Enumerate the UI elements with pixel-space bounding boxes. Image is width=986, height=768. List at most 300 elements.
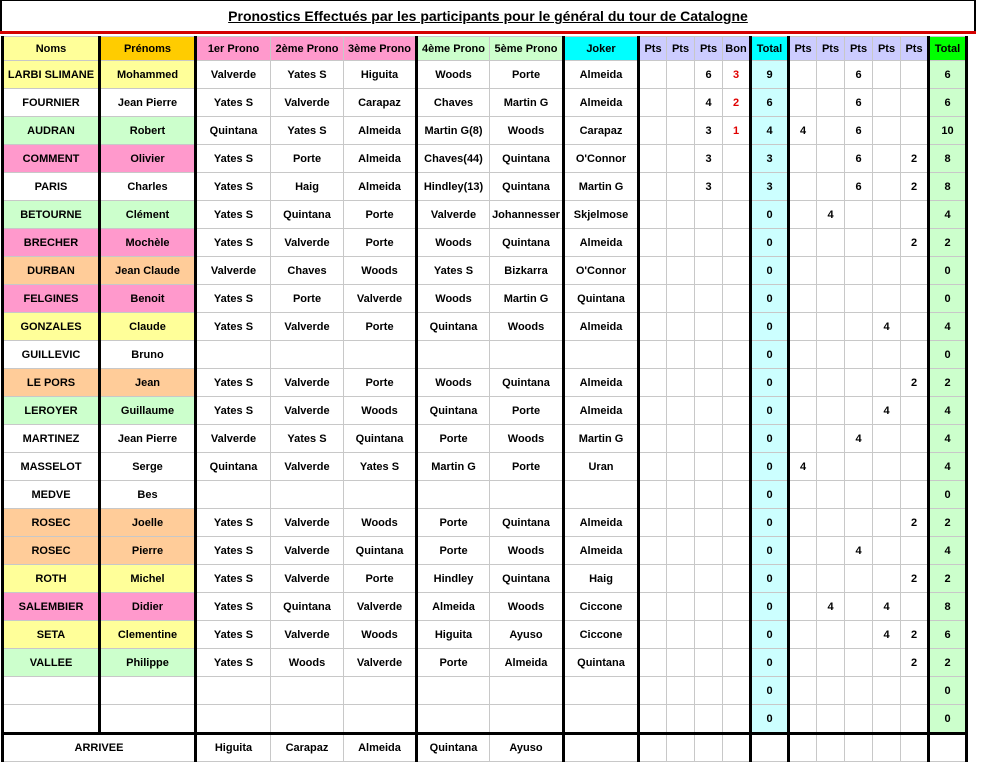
cell-pts[interactable]	[667, 89, 695, 117]
cell-pts[interactable]	[639, 145, 667, 173]
cell-prono-5[interactable]: Johannesser	[490, 201, 564, 229]
cell-pts[interactable]	[639, 677, 667, 705]
cell-bon[interactable]	[723, 369, 751, 397]
cell-joker[interactable]: Almeida	[564, 369, 639, 397]
cell-pts[interactable]	[817, 313, 845, 341]
cell-prono-1[interactable]: Yates S	[196, 369, 271, 397]
cell-pts[interactable]	[845, 621, 873, 649]
cell-prono-2[interactable]: Valverde	[271, 397, 344, 425]
cell-bon[interactable]	[723, 649, 751, 677]
cell-prono-2[interactable]: Valverde	[271, 621, 344, 649]
cell-pts[interactable]	[667, 565, 695, 593]
cell-pts[interactable]	[901, 257, 929, 285]
cell-grand-total[interactable]: 8	[929, 173, 967, 201]
cell-pts[interactable]	[901, 593, 929, 621]
cell-pts[interactable]: 4	[873, 621, 901, 649]
cell-pts[interactable]	[695, 565, 723, 593]
cell-pts[interactable]	[873, 89, 901, 117]
cell-prono-2[interactable]: Yates S	[271, 61, 344, 89]
cell-prono-4[interactable]: Porte	[417, 425, 490, 453]
cell-pts[interactable]	[901, 425, 929, 453]
cell-pts[interactable]	[901, 537, 929, 565]
cell-prenom[interactable]: Olivier	[100, 145, 196, 173]
cell-nom[interactable]	[3, 677, 100, 705]
cell-prono-4[interactable]: Yates S	[417, 257, 490, 285]
cell-pts[interactable]	[873, 341, 901, 369]
cell-bon[interactable]	[723, 229, 751, 257]
cell-nom[interactable]: AUDRAN	[3, 117, 100, 145]
cell-nom[interactable]: ROSEC	[3, 509, 100, 537]
cell-nom[interactable]: BRECHER	[3, 229, 100, 257]
cell-joker[interactable]: Quintana	[564, 285, 639, 313]
cell-pts[interactable]	[873, 257, 901, 285]
cell-total[interactable]: 0	[751, 369, 789, 397]
cell-joker[interactable]	[564, 677, 639, 705]
cell-prono-3[interactable]: Woods	[344, 509, 417, 537]
cell-bon[interactable]	[723, 593, 751, 621]
cell-prono-3[interactable]	[344, 341, 417, 369]
cell-pts[interactable]: 2	[901, 649, 929, 677]
cell-prono-3[interactable]: Woods	[344, 621, 417, 649]
cell-pts[interactable]	[667, 677, 695, 705]
cell-prono-1[interactable]: Yates S	[196, 201, 271, 229]
cell-pts[interactable]	[901, 677, 929, 705]
cell-pts[interactable]	[817, 89, 845, 117]
cell-pts[interactable]: 2	[901, 173, 929, 201]
cell-prenom[interactable]: Bruno	[100, 341, 196, 369]
cell-pts[interactable]	[695, 397, 723, 425]
cell-pts[interactable]	[695, 453, 723, 481]
cell-bon[interactable]	[723, 145, 751, 173]
cell-prono-3[interactable]: Almeida	[344, 173, 417, 201]
cell-prono-4[interactable]	[417, 705, 490, 734]
cell-nom[interactable]: SALEMBIER	[3, 593, 100, 621]
cell-joker[interactable]: Skjelmose	[564, 201, 639, 229]
cell-prono-4[interactable]: Chaves	[417, 89, 490, 117]
arrivee-empty-cell[interactable]	[901, 734, 929, 762]
cell-pts[interactable]	[817, 229, 845, 257]
cell-pts[interactable]	[817, 425, 845, 453]
cell-bon[interactable]	[723, 257, 751, 285]
cell-pts[interactable]: 3	[695, 145, 723, 173]
cell-pts[interactable]	[639, 705, 667, 734]
cell-pts[interactable]: 2	[901, 145, 929, 173]
cell-total[interactable]: 0	[751, 257, 789, 285]
cell-bon[interactable]	[723, 565, 751, 593]
cell-pts[interactable]	[789, 705, 817, 734]
cell-pts[interactable]	[845, 201, 873, 229]
cell-total[interactable]: 0	[751, 229, 789, 257]
cell-pts[interactable]	[901, 481, 929, 509]
arrivee-empty-cell[interactable]	[845, 734, 873, 762]
cell-prono-5[interactable]: Woods	[490, 425, 564, 453]
cell-prenom[interactable]: Benoit	[100, 285, 196, 313]
arrivee-position-3[interactable]: Almeida	[344, 734, 417, 762]
cell-total[interactable]: 0	[751, 481, 789, 509]
cell-pts[interactable]: 6	[845, 173, 873, 201]
cell-prono-2[interactable]: Valverde	[271, 369, 344, 397]
cell-prono-4[interactable]: Woods	[417, 61, 490, 89]
cell-grand-total[interactable]: 10	[929, 117, 967, 145]
cell-grand-total[interactable]: 2	[929, 229, 967, 257]
cell-prenom[interactable]	[100, 677, 196, 705]
cell-bon[interactable]	[723, 677, 751, 705]
cell-pts[interactable]	[639, 537, 667, 565]
cell-pts[interactable]	[817, 509, 845, 537]
cell-pts[interactable]	[845, 257, 873, 285]
cell-total[interactable]: 0	[751, 285, 789, 313]
arrivee-empty-cell[interactable]	[639, 734, 667, 762]
cell-pts[interactable]	[873, 425, 901, 453]
cell-prono-4[interactable]: Valverde	[417, 201, 490, 229]
cell-total[interactable]: 0	[751, 341, 789, 369]
cell-prono-4[interactable]: Woods	[417, 285, 490, 313]
cell-prenom[interactable]: Guillaume	[100, 397, 196, 425]
cell-prono-1[interactable]	[196, 705, 271, 734]
arrivee-empty-cell[interactable]	[695, 734, 723, 762]
cell-prenom[interactable]: Pierre	[100, 537, 196, 565]
cell-pts[interactable]: 6	[845, 145, 873, 173]
cell-pts[interactable]	[901, 341, 929, 369]
cell-pts[interactable]	[845, 593, 873, 621]
cell-prono-4[interactable]: Porte	[417, 537, 490, 565]
cell-pts[interactable]	[817, 397, 845, 425]
cell-joker[interactable]: Almeida	[564, 537, 639, 565]
cell-prono-5[interactable]: Quintana	[490, 145, 564, 173]
cell-prono-1[interactable]	[196, 341, 271, 369]
cell-total[interactable]: 0	[751, 565, 789, 593]
cell-pts[interactable]	[667, 425, 695, 453]
cell-grand-total[interactable]: 0	[929, 677, 967, 705]
cell-total[interactable]: 0	[751, 593, 789, 621]
cell-joker[interactable]: Martin G	[564, 173, 639, 201]
cell-pts[interactable]	[817, 341, 845, 369]
cell-prenom[interactable]: Philippe	[100, 649, 196, 677]
cell-pts[interactable]	[789, 481, 817, 509]
cell-prono-3[interactable]: Yates S	[344, 453, 417, 481]
cell-bon[interactable]	[723, 201, 751, 229]
cell-pts[interactable]	[695, 257, 723, 285]
cell-grand-total[interactable]: 4	[929, 453, 967, 481]
cell-prono-3[interactable]: Almeida	[344, 117, 417, 145]
cell-prono-1[interactable]: Quintana	[196, 453, 271, 481]
cell-grand-total[interactable]: 2	[929, 565, 967, 593]
cell-pts[interactable]	[789, 257, 817, 285]
cell-prono-3[interactable]: Higuita	[344, 61, 417, 89]
cell-pts[interactable]: 3	[695, 117, 723, 145]
cell-prono-4[interactable]: Woods	[417, 369, 490, 397]
cell-prono-2[interactable]: Quintana	[271, 593, 344, 621]
cell-grand-total[interactable]: 8	[929, 145, 967, 173]
arrivee-empty-cell[interactable]	[751, 734, 789, 762]
cell-grand-total[interactable]: 0	[929, 481, 967, 509]
cell-prono-5[interactable]: Quintana	[490, 369, 564, 397]
cell-prono-3[interactable]	[344, 705, 417, 734]
cell-pts[interactable]	[789, 229, 817, 257]
cell-joker[interactable]: Carapaz	[564, 117, 639, 145]
cell-pts[interactable]	[789, 369, 817, 397]
cell-pts[interactable]	[639, 257, 667, 285]
cell-pts[interactable]	[667, 593, 695, 621]
cell-pts[interactable]	[695, 201, 723, 229]
cell-nom[interactable]: MEDVE	[3, 481, 100, 509]
cell-nom[interactable]: SETA	[3, 621, 100, 649]
cell-pts[interactable]	[639, 61, 667, 89]
cell-prono-5[interactable]: Martin G	[490, 285, 564, 313]
cell-grand-total[interactable]: 4	[929, 201, 967, 229]
cell-pts[interactable]	[695, 593, 723, 621]
cell-pts[interactable]	[845, 313, 873, 341]
cell-pts[interactable]	[789, 593, 817, 621]
cell-pts[interactable]	[667, 61, 695, 89]
cell-pts[interactable]: 6	[695, 61, 723, 89]
cell-prono-3[interactable]: Valverde	[344, 593, 417, 621]
cell-pts[interactable]: 6	[845, 89, 873, 117]
cell-grand-total[interactable]: 2	[929, 509, 967, 537]
cell-pts[interactable]	[901, 313, 929, 341]
cell-prono-1[interactable]: Valverde	[196, 61, 271, 89]
cell-prono-3[interactable]: Quintana	[344, 425, 417, 453]
arrivee-empty-cell[interactable]	[789, 734, 817, 762]
cell-prono-1[interactable]: Yates S	[196, 285, 271, 313]
cell-joker[interactable]: Quintana	[564, 649, 639, 677]
cell-pts[interactable]: 4	[873, 593, 901, 621]
cell-pts[interactable]: 4	[789, 117, 817, 145]
cell-prono-5[interactable]: Quintana	[490, 565, 564, 593]
cell-prono-3[interactable]: Woods	[344, 257, 417, 285]
cell-pts[interactable]	[817, 705, 845, 734]
cell-prono-5[interactable]: Woods	[490, 313, 564, 341]
cell-prenom[interactable]: Jean Pierre	[100, 425, 196, 453]
cell-prono-2[interactable]: Porte	[271, 285, 344, 313]
cell-pts[interactable]	[667, 453, 695, 481]
cell-pts[interactable]	[817, 369, 845, 397]
cell-total[interactable]: 0	[751, 621, 789, 649]
cell-prono-5[interactable]: Porte	[490, 61, 564, 89]
cell-prenom[interactable]: Claude	[100, 313, 196, 341]
cell-grand-total[interactable]: 6	[929, 89, 967, 117]
cell-joker[interactable]: O'Connor	[564, 145, 639, 173]
cell-prono-5[interactable]: Bizkarra	[490, 257, 564, 285]
cell-prenom[interactable]	[100, 705, 196, 734]
cell-prenom[interactable]: Joelle	[100, 509, 196, 537]
cell-nom[interactable]: FOURNIER	[3, 89, 100, 117]
cell-nom[interactable]	[3, 705, 100, 734]
cell-prono-3[interactable]: Woods	[344, 397, 417, 425]
cell-prenom[interactable]: Michel	[100, 565, 196, 593]
cell-pts[interactable]	[639, 341, 667, 369]
arrivee-empty-cell[interactable]	[667, 734, 695, 762]
cell-pts[interactable]: 4	[695, 89, 723, 117]
cell-grand-total[interactable]: 8	[929, 593, 967, 621]
cell-bon[interactable]	[723, 537, 751, 565]
cell-prono-2[interactable]: Valverde	[271, 313, 344, 341]
cell-total[interactable]: 4	[751, 117, 789, 145]
cell-prono-2[interactable]: Valverde	[271, 229, 344, 257]
cell-pts[interactable]	[789, 509, 817, 537]
cell-pts[interactable]	[695, 537, 723, 565]
cell-pts[interactable]	[845, 565, 873, 593]
cell-pts[interactable]	[817, 173, 845, 201]
cell-grand-total[interactable]: 4	[929, 397, 967, 425]
cell-pts[interactable]	[873, 509, 901, 537]
cell-pts[interactable]	[873, 201, 901, 229]
cell-nom[interactable]: MASSELOT	[3, 453, 100, 481]
cell-grand-total[interactable]: 4	[929, 313, 967, 341]
cell-pts[interactable]	[639, 313, 667, 341]
cell-prono-4[interactable]: Hindley	[417, 565, 490, 593]
cell-joker[interactable]: Ciccone	[564, 621, 639, 649]
cell-joker[interactable]: Uran	[564, 453, 639, 481]
cell-nom[interactable]: ROTH	[3, 565, 100, 593]
cell-bon[interactable]	[723, 425, 751, 453]
cell-prono-1[interactable]	[196, 481, 271, 509]
cell-pts[interactable]	[873, 705, 901, 734]
cell-prono-4[interactable]	[417, 677, 490, 705]
cell-nom[interactable]: BETOURNE	[3, 201, 100, 229]
cell-pts[interactable]	[639, 649, 667, 677]
cell-pts[interactable]	[845, 705, 873, 734]
cell-prenom[interactable]: Robert	[100, 117, 196, 145]
cell-prono-3[interactable]: Carapaz	[344, 89, 417, 117]
cell-pts[interactable]	[639, 481, 667, 509]
cell-grand-total[interactable]: 4	[929, 425, 967, 453]
cell-joker[interactable]: Martin G	[564, 425, 639, 453]
cell-prono-5[interactable]: Ayuso	[490, 621, 564, 649]
cell-joker[interactable]	[564, 705, 639, 734]
cell-pts[interactable]	[789, 201, 817, 229]
cell-prenom[interactable]: Jean Pierre	[100, 89, 196, 117]
cell-prono-4[interactable]: Martin G(8)	[417, 117, 490, 145]
cell-prono-2[interactable]: Yates S	[271, 425, 344, 453]
arrivee-position-2[interactable]: Carapaz	[271, 734, 344, 762]
cell-prono-2[interactable]: Valverde	[271, 89, 344, 117]
cell-prono-1[interactable]: Yates S	[196, 565, 271, 593]
cell-prono-4[interactable]: Almeida	[417, 593, 490, 621]
cell-pts[interactable]	[639, 173, 667, 201]
cell-prono-1[interactable]: Yates S	[196, 89, 271, 117]
cell-pts[interactable]	[639, 425, 667, 453]
cell-pts[interactable]	[695, 677, 723, 705]
cell-pts[interactable]: 4	[845, 425, 873, 453]
cell-prono-5[interactable]: Woods	[490, 537, 564, 565]
cell-prono-5[interactable]: Quintana	[490, 173, 564, 201]
cell-pts[interactable]	[639, 229, 667, 257]
cell-prono-3[interactable]: Porte	[344, 565, 417, 593]
cell-nom[interactable]: DURBAN	[3, 257, 100, 285]
cell-joker[interactable]: Ciccone	[564, 593, 639, 621]
cell-pts[interactable]	[789, 537, 817, 565]
cell-pts[interactable]: 2	[901, 369, 929, 397]
arrivee-position-1[interactable]: Higuita	[196, 734, 271, 762]
cell-prono-5[interactable]: Quintana	[490, 229, 564, 257]
cell-nom[interactable]: LARBI SLIMANE	[3, 61, 100, 89]
cell-pts[interactable]	[667, 201, 695, 229]
cell-pts[interactable]	[789, 313, 817, 341]
cell-pts[interactable]	[639, 89, 667, 117]
cell-prono-1[interactable]: Valverde	[196, 257, 271, 285]
cell-pts[interactable]	[817, 285, 845, 313]
cell-pts[interactable]	[667, 145, 695, 173]
cell-prono-2[interactable]: Yates S	[271, 117, 344, 145]
cell-pts[interactable]: 2	[901, 621, 929, 649]
cell-joker[interactable]: Almeida	[564, 89, 639, 117]
cell-pts[interactable]	[667, 285, 695, 313]
cell-prono-4[interactable]: Woods	[417, 229, 490, 257]
cell-pts[interactable]	[901, 453, 929, 481]
cell-total[interactable]: 0	[751, 313, 789, 341]
cell-prono-3[interactable]: Valverde	[344, 649, 417, 677]
cell-nom[interactable]: MARTINEZ	[3, 425, 100, 453]
cell-pts[interactable]	[667, 537, 695, 565]
cell-pts[interactable]	[695, 341, 723, 369]
cell-pts[interactable]	[873, 285, 901, 313]
cell-total[interactable]: 0	[751, 397, 789, 425]
cell-prono-1[interactable]: Quintana	[196, 117, 271, 145]
cell-pts[interactable]	[667, 481, 695, 509]
cell-pts[interactable]	[873, 173, 901, 201]
cell-prono-1[interactable]: Yates S	[196, 621, 271, 649]
cell-pts[interactable]	[817, 117, 845, 145]
cell-pts[interactable]	[667, 341, 695, 369]
cell-prono-5[interactable]: Quintana	[490, 509, 564, 537]
cell-pts[interactable]	[789, 621, 817, 649]
cell-prono-2[interactable]: Porte	[271, 145, 344, 173]
cell-prono-1[interactable]: Yates S	[196, 313, 271, 341]
arrivee-position-4[interactable]: Quintana	[417, 734, 490, 762]
cell-pts[interactable]: 4	[873, 397, 901, 425]
cell-prenom[interactable]: Mohammed	[100, 61, 196, 89]
cell-prono-3[interactable]: Almeida	[344, 145, 417, 173]
cell-pts[interactable]	[845, 649, 873, 677]
cell-pts[interactable]	[667, 397, 695, 425]
cell-pts[interactable]	[639, 285, 667, 313]
cell-pts[interactable]	[639, 117, 667, 145]
cell-prono-1[interactable]: Yates S	[196, 649, 271, 677]
cell-prono-3[interactable]	[344, 481, 417, 509]
cell-pts[interactable]	[845, 341, 873, 369]
cell-pts[interactable]	[789, 677, 817, 705]
cell-prono-1[interactable]: Yates S	[196, 145, 271, 173]
cell-pts[interactable]	[667, 509, 695, 537]
cell-bon[interactable]	[723, 341, 751, 369]
cell-nom[interactable]: LE PORS	[3, 369, 100, 397]
cell-prono-4[interactable]: Quintana	[417, 313, 490, 341]
cell-pts[interactable]	[873, 453, 901, 481]
cell-nom[interactable]: LEROYER	[3, 397, 100, 425]
cell-joker[interactable]: Almeida	[564, 509, 639, 537]
cell-pts[interactable]	[845, 369, 873, 397]
cell-nom[interactable]: GONZALES	[3, 313, 100, 341]
cell-pts[interactable]	[789, 649, 817, 677]
cell-pts[interactable]	[789, 89, 817, 117]
cell-prono-1[interactable]: Yates S	[196, 397, 271, 425]
cell-joker[interactable]: Almeida	[564, 61, 639, 89]
cell-pts[interactable]	[873, 369, 901, 397]
cell-prono-2[interactable]: Quintana	[271, 201, 344, 229]
cell-pts[interactable]	[667, 313, 695, 341]
cell-total[interactable]: 3	[751, 173, 789, 201]
cell-joker[interactable]: Almeida	[564, 313, 639, 341]
cell-prono-2[interactable]	[271, 705, 344, 734]
cell-pts[interactable]	[695, 509, 723, 537]
cell-prono-1[interactable]: Yates S	[196, 593, 271, 621]
cell-pts[interactable]	[639, 593, 667, 621]
cell-pts[interactable]	[639, 369, 667, 397]
cell-pts[interactable]: 6	[845, 61, 873, 89]
cell-pts[interactable]	[695, 481, 723, 509]
cell-pts[interactable]	[695, 369, 723, 397]
